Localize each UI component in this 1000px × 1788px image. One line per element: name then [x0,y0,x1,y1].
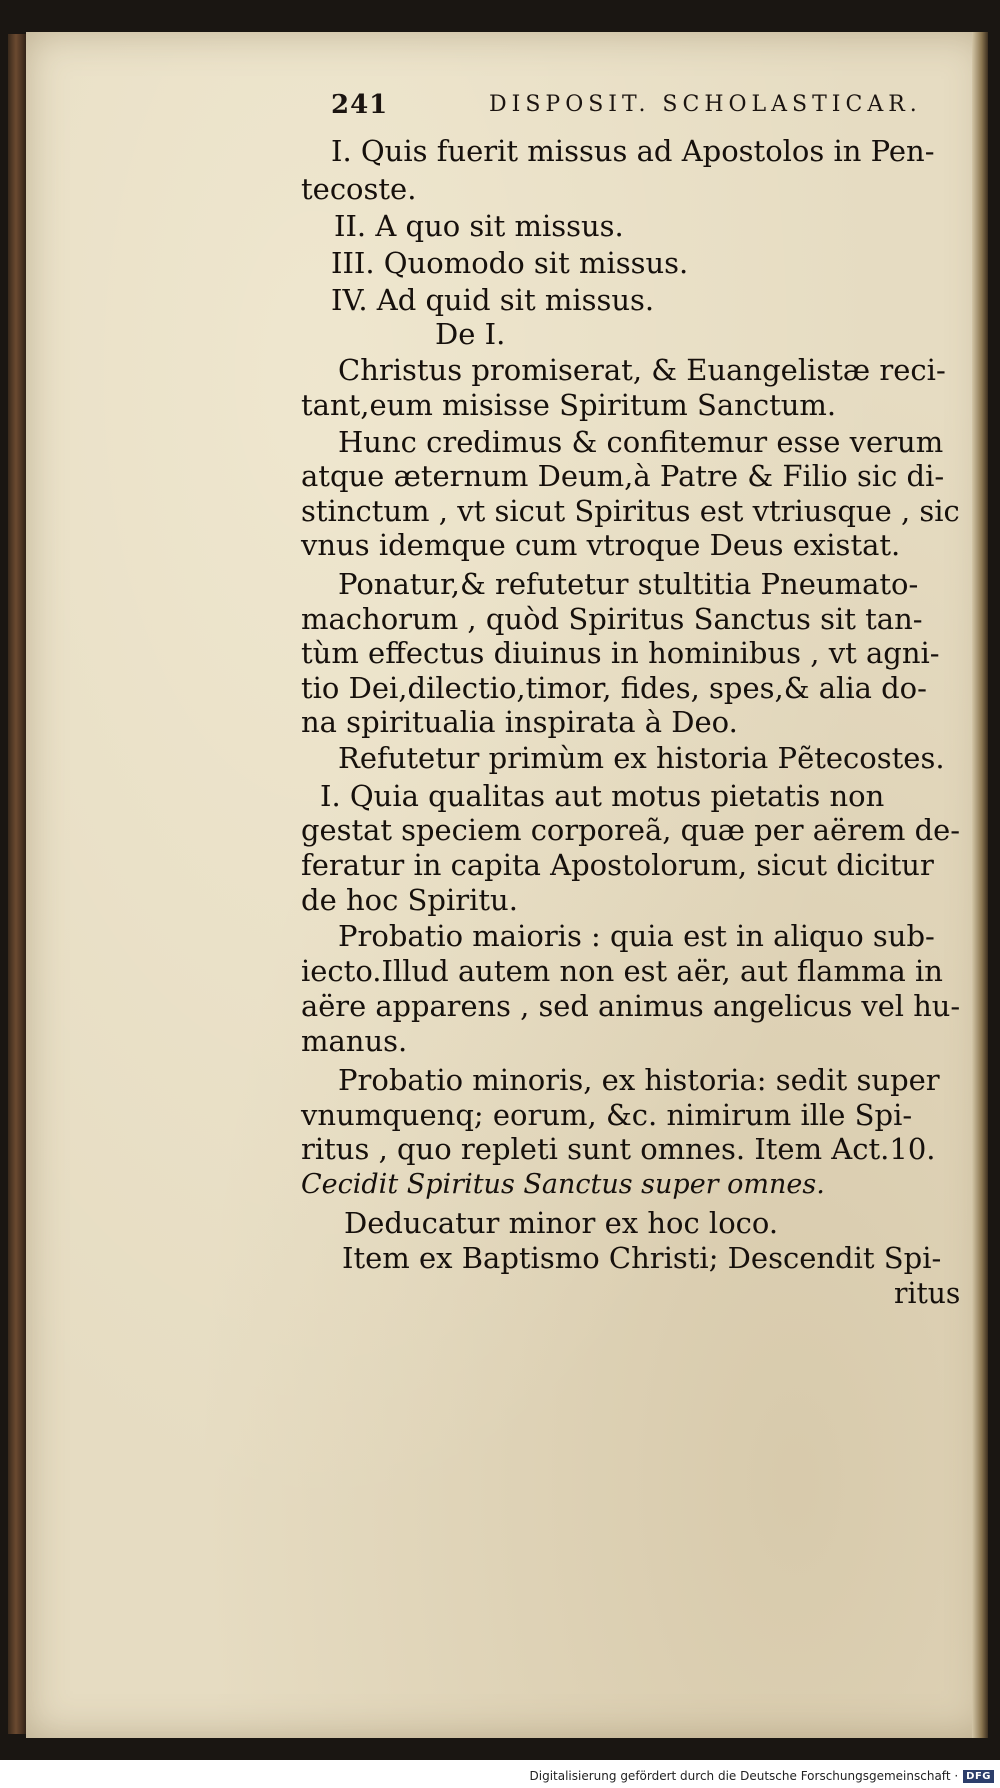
text-line: Probatio maioris : quia est in aliquo sub- [338,919,935,953]
text-line: machorum , quòd Spiritus Sanctus sit tan- [301,602,923,636]
text-line: stinctum , vt sicut Spiritus est vtriusque , sic [301,494,960,528]
text-line: iecto.Illud autem non est aër, aut flamma in [301,954,943,988]
text-line: atque æternum Deum,à Patre & Filio sic di- [301,459,945,493]
text-line: Deducatur minor ex hoc loco. [344,1206,779,1240]
book-page [26,32,988,1738]
text-line: Probatio minoris, ex historia: sedit super [338,1063,940,1097]
section-heading: De I. [435,317,506,351]
text-line: de hoc Spiritu. [301,883,518,917]
text-line: Refutetur primùm ex historia Pẽtecostes. [338,741,945,775]
text-line: III. Quomodo sit missus. [331,246,689,280]
book-binding [8,34,28,1734]
text-line: Ponatur,& refutetur stultitia Pneumato- [338,567,919,601]
text-line: tant,eum misisse Spiritum Sanctum. [301,388,837,422]
text-line: I. Quia qualitas aut motus pietatis non [320,779,885,813]
text-line: vnumquenq; eorum, &c. nimirum ille Spi- [301,1098,913,1132]
text-line: aëre apparens , sed animus angelicus vel hu- [301,989,961,1023]
text-line: manus. [301,1024,408,1058]
text-line: tio Dei,dilectio,timor, fides, spes,& alia do- [301,671,927,705]
text-line: gestat speciem corporeã, quæ per aërem de- [301,813,961,847]
italic-quote-line: Cecidit Spiritus Sanctus super omnes. [301,1169,825,1200]
text-line: Hunc credimus & confitemur esse verum [338,425,944,459]
text-line: tecoste. [301,172,417,206]
text-line: Item ex Baptismo Christi; Descendit Spi- [342,1241,942,1275]
page-number: 241 [331,90,389,120]
text-line: vnus idemque cum vtroque Deus existat. [301,528,901,562]
digitization-credit [530,1766,994,1786]
text-line: Christus promiserat, & Euangelistæ reci- [338,353,946,387]
text-line: II. A quo sit missus. [334,209,624,243]
text-line: na spiritualia inspirata à Deo. [301,705,738,739]
page-edge [972,32,988,1738]
catchword: ritus [894,1276,961,1310]
running-head: DISPOSIT. SCHOLASTICAR. [489,92,922,117]
text-line: ritus , quo repleti sunt omnes. Item Act.10. [301,1132,936,1166]
page-header [331,90,931,130]
text-line: tùm effectus diuinus in hominibus , vt agni- [301,636,940,670]
text-line: I. Quis fuerit missus ad Apostolos in Pen- [331,134,935,168]
text-line: IV. Ad quid sit missus. [331,283,655,317]
dfg-logo: DFG [963,1770,994,1783]
text-line: feratur in capita Apostolorum, sicut dicitur [301,848,934,882]
credit-text: Digitalisierung gefördert durch die Deutsche Forschungsgemeinschaft · [529,1769,959,1783]
